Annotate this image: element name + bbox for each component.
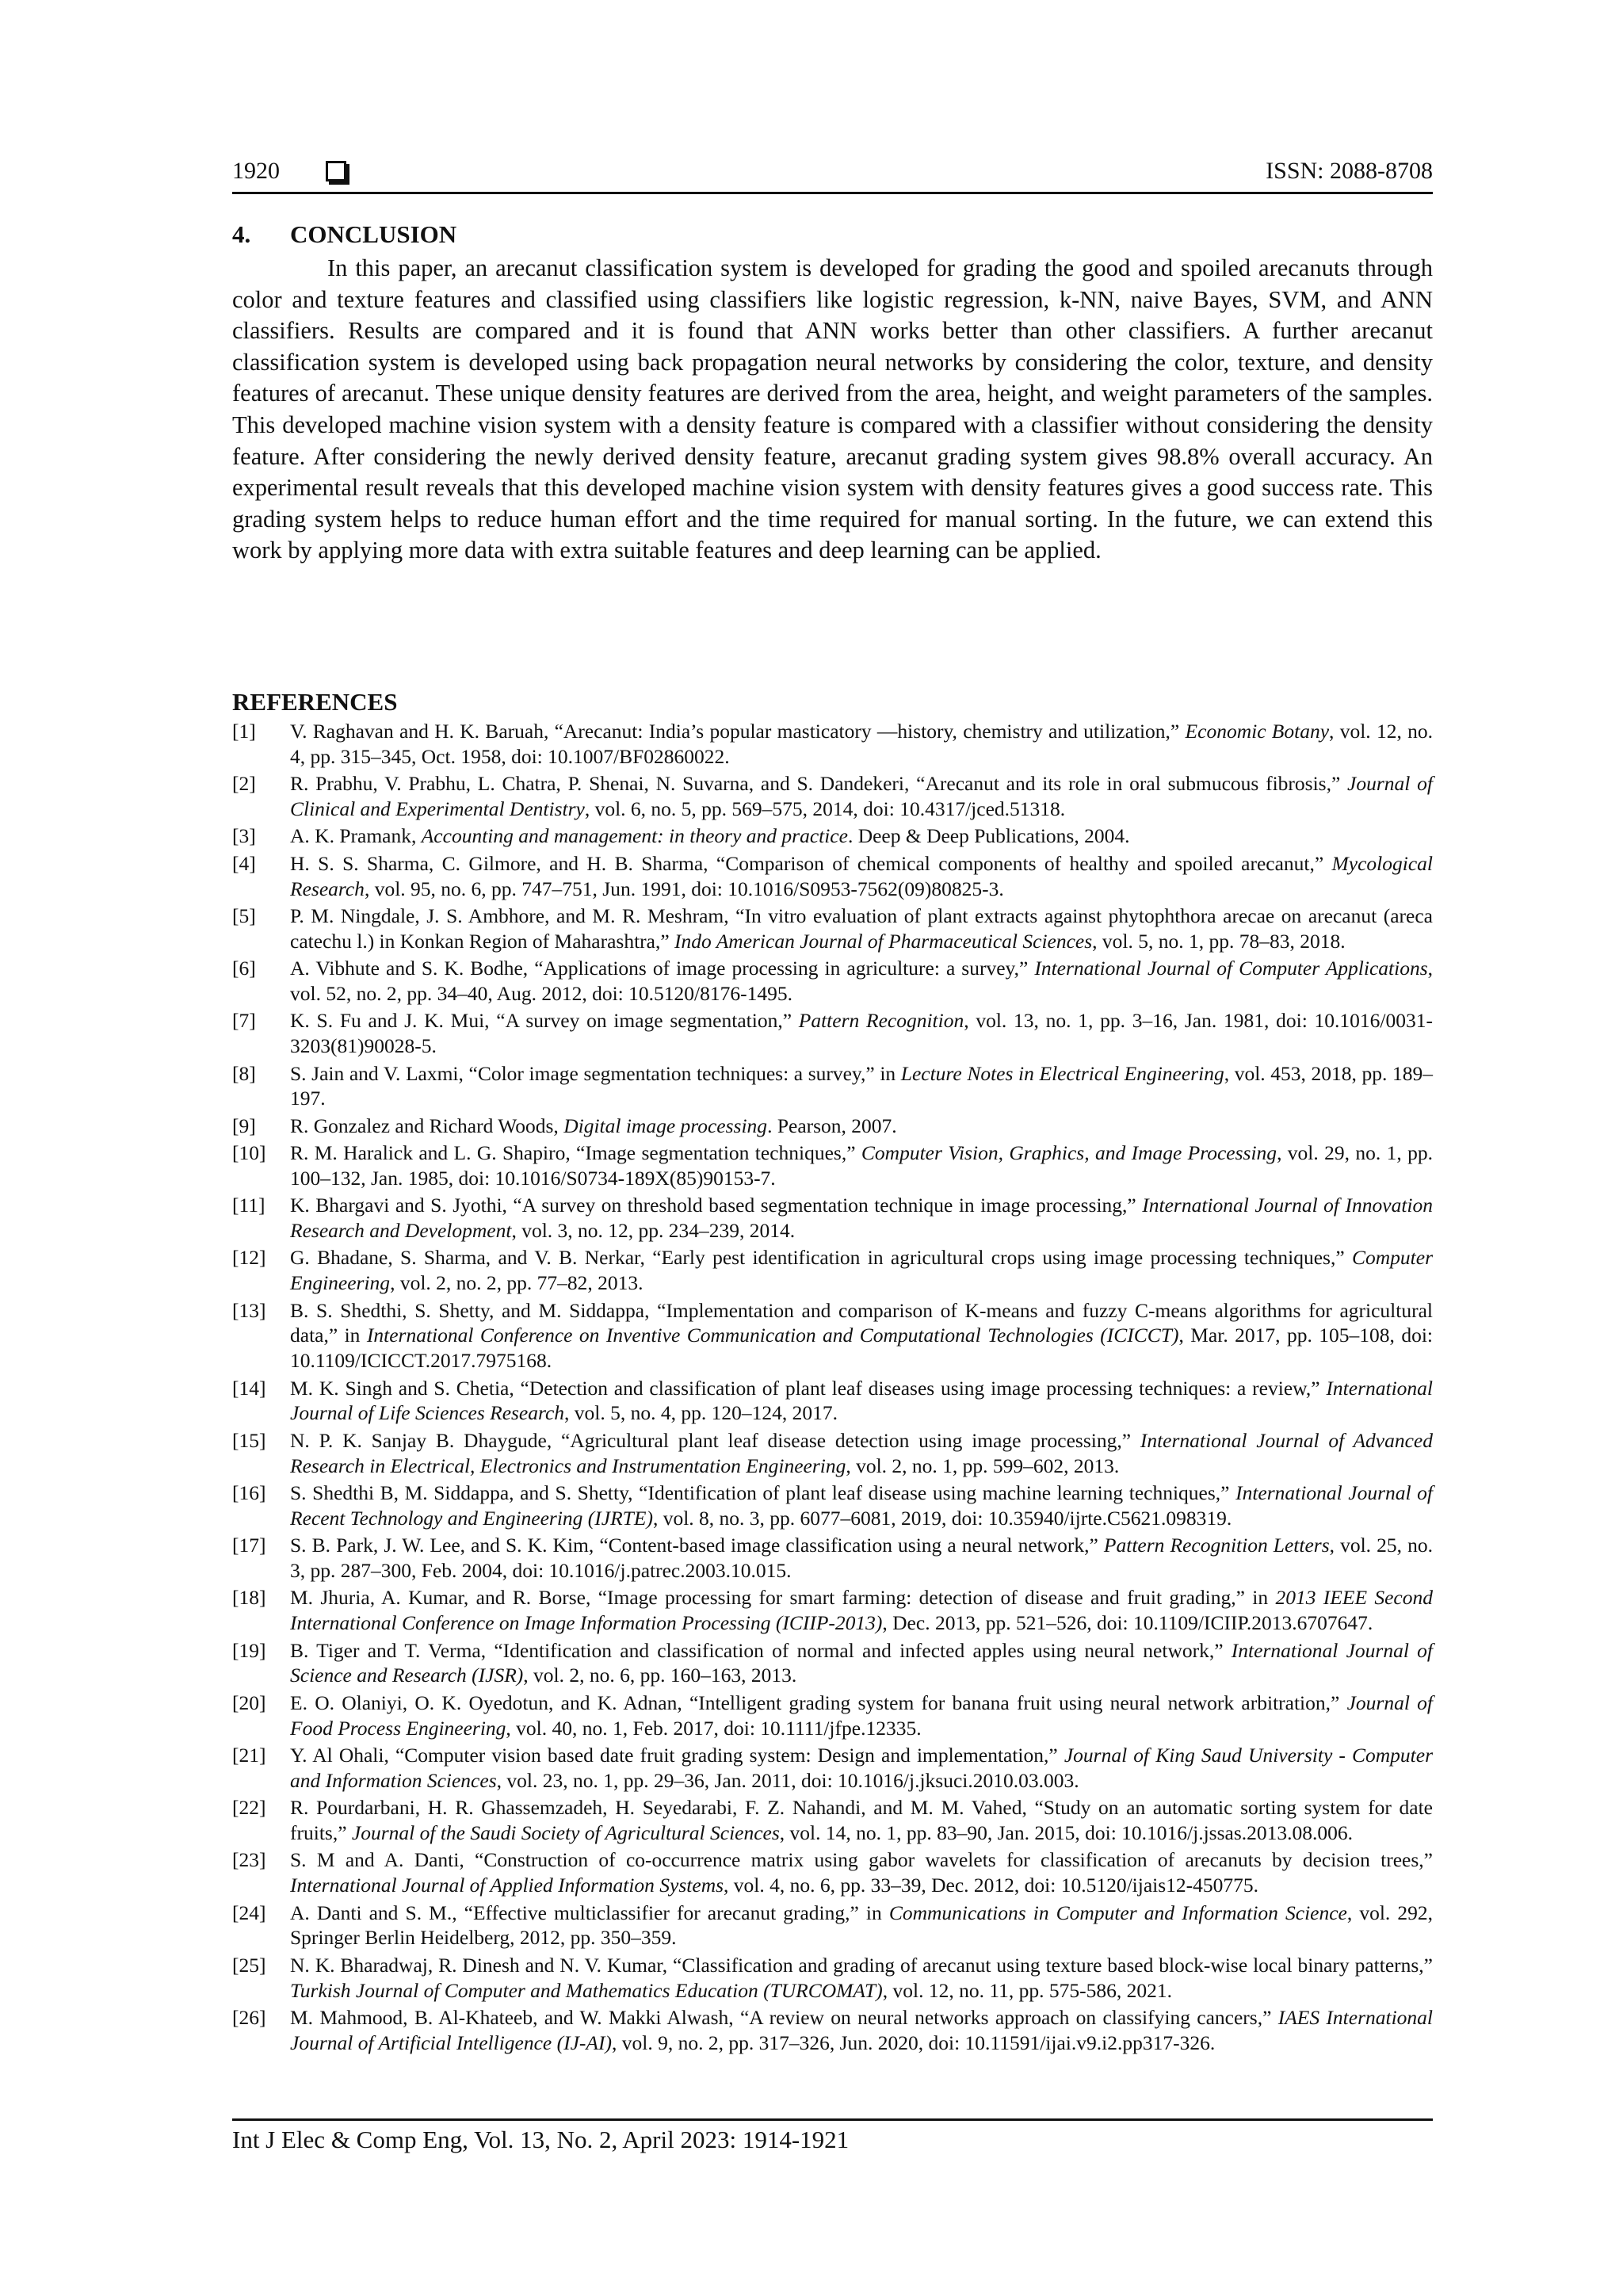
reference-text: N. P. K. Sanjay B. Dhaygude, “Agricultural plant leaf disease detection using image processing,” bbox=[290, 1428, 1140, 1452]
conclusion-text: In this paper, an arecanut classification system is developed for grading the good and spoiled arecanuts through color and texture features and classified using classifiers like logistic regression, k-NN, naive Bayes, SVM, and ANN classifiers. Results are compared and it is found that ANN works better than other classifiers. A further arecanut classification system is developed using back propagation neural networks by considering the color, texture, and density features of arecanut. These unique density features are derived from the area, height, and weight parameters of the samples. This developed machine vision system with a density feature is compared with a classifier without considering the density feature. After considering the newly derived density feature, arecanut grading system gives 98.8% overall accuracy. An experimental result reveals that this developed machine vision system with density features gives a good success rate. This grading system helps to reduce human effort and the time required for manual sorting. In the future, we can extend this work by applying more data with extra suitable features and deep learning can be applied. bbox=[232, 254, 1433, 564]
reference-item bbox=[232, 823, 1433, 849]
reference-number: [17] bbox=[232, 1534, 266, 1557]
footer-citation: Int J Elec & Comp Eng, Vol. 13, No. 2, April 2023: 1914-1921 bbox=[232, 2126, 850, 2153]
reference-text: S. Jain and V. Laxmi, “Color image segmentation techniques: a survey,” in bbox=[290, 1061, 901, 1085]
reference-item bbox=[232, 1480, 1433, 1531]
reference-venue: Digital image processing bbox=[563, 1114, 768, 1137]
reference-number: [23] bbox=[232, 1848, 266, 1872]
reference-text: H. S. S. Sharma, C. Gilmore, and H. B. Sharma, “Comparison of chemical components of healthy and spoiled arecanut,” bbox=[290, 851, 1332, 875]
reference-venue: Pattern Recognition Letters bbox=[1103, 1534, 1330, 1557]
reference-venue: International Journal of Recent Technology and Engineering (IJRTE) bbox=[290, 1481, 1433, 1530]
reference-details: , vol. 12, no. 4, pp. 315–345, Oct. 1958, doi: 10.1007/BF02860022. bbox=[290, 720, 1433, 768]
reference-number: [26] bbox=[232, 2005, 266, 2029]
reference-venue: Lecture Notes in Electrical Engineering bbox=[900, 1061, 1224, 1085]
reference-venue: Pattern Recognition bbox=[798, 1009, 964, 1033]
reference-details: , Dec. 2013, pp. 521–526, doi: 10.1109/ICIIP.2013.6707647. bbox=[882, 1611, 1373, 1635]
reference-venue: 2013 IEEE Second International Conference on Image Information Processing (ICIIP-2013) bbox=[290, 1586, 1433, 1635]
reference-item bbox=[232, 1690, 1433, 1741]
reference-number: [2] bbox=[232, 772, 256, 796]
reference-number: [24] bbox=[232, 1901, 266, 1924]
reference-text: N. K. Bharadwaj, R. Dinesh and N. V. Kumar, “Classification and grading of arecanut using texture based block-wise local binary patterns,” bbox=[290, 1953, 1433, 1977]
reference-details: , vol. 23, no. 1, pp. 29–36, Jan. 2011, doi: 10.1016/j.jksuci.2010.03.003. bbox=[496, 1768, 1079, 1792]
page-header bbox=[232, 155, 1433, 192]
reference-venue: Indo American Journal of Pharmaceutical Sciences bbox=[674, 929, 1093, 953]
reference-number: [25] bbox=[232, 1953, 266, 1977]
reference-details: , vol. 14, no. 1, pp. 83–90, Jan. 2015, doi: 10.1016/j.jssas.2013.08.006. bbox=[779, 1820, 1354, 1844]
references-heading: REFERENCES bbox=[232, 688, 398, 716]
reference-venue: International Journal of Applied Information Systems bbox=[290, 1874, 724, 1897]
reference-details: , vol. 6, no. 5, pp. 569–575, 2014, doi: 10.4317/jced.51318. bbox=[584, 797, 1066, 820]
reference-number: [4] bbox=[232, 851, 256, 875]
reference-venue: Computer Vision, Graphics, and Image Processing bbox=[861, 1141, 1277, 1165]
reference-number: [6] bbox=[232, 957, 256, 980]
reference-number: [19] bbox=[232, 1638, 266, 1662]
reference-item bbox=[232, 1795, 1433, 1846]
reference-venue: Journal of Clinical and Experimental Dentistry bbox=[290, 772, 1433, 820]
reference-venue: Journal of King Saud University - Computer and Information Sciences bbox=[290, 1743, 1433, 1792]
reference-text: G. Bhadane, S. Sharma, and V. B. Nerkar, “Early pest identification in agricultural crops using image processing techniques,” bbox=[290, 1246, 1352, 1270]
reference-details: , vol. 12, no. 11, pp. 575-586, 2021. bbox=[882, 1978, 1172, 2002]
section-heading bbox=[232, 219, 456, 250]
reference-number: [13] bbox=[232, 1298, 266, 1322]
reference-text: A. Vibhute and S. K. Bodhe, “Applications of image processing in agriculture: a survey,” bbox=[290, 957, 1035, 980]
reference-number: [3] bbox=[232, 824, 256, 848]
reference-text: R. M. Haralick and L. G. Shapiro, “Image segmentation techniques,” bbox=[290, 1141, 861, 1165]
reference-number: [15] bbox=[232, 1428, 266, 1452]
reference-number: [5] bbox=[232, 904, 256, 927]
reference-details: , vol. 29, no. 1, pp. 100–132, Jan. 1985, doi: 10.1016/S0734-189X(85)90153-7. bbox=[290, 1141, 1433, 1190]
reference-item bbox=[232, 1953, 1433, 2004]
reference-number: [21] bbox=[232, 1743, 266, 1767]
reference-details: , vol. 5, no. 1, pp. 78–83, 2018. bbox=[1092, 929, 1346, 953]
reference-text: P. M. Ningdale, J. S. Ambhore, and M. R. Meshram, “In vitro evaluation of plant extracts against phytophthora arecae on arecanut (areca catechu l.) in Konkan Region of Maharashtra,” bbox=[290, 904, 1433, 953]
reference-details: , vol. 8, no. 3, pp. 6077–6081, 2019, doi: 10.35940/ijrte.C5621.098319. bbox=[652, 1506, 1232, 1530]
reference-details: , Mar. 2017, pp. 105–108, doi: 10.1109/ICICCT.2017.7975168. bbox=[290, 1324, 1434, 1373]
reference-number: [18] bbox=[232, 1586, 266, 1610]
reference-venue: Accounting and management: in theory and practice bbox=[421, 824, 848, 848]
reference-text: K. Bhargavi and S. Jyothi, “A survey on threshold based segmentation technique in image processing,” bbox=[290, 1194, 1143, 1217]
reference-item bbox=[232, 1061, 1433, 1112]
reference-text: M. Jhuria, A. Kumar, and R. Borse, “Image processing for smart farming: detection of disease and fruit grading,” in bbox=[290, 1586, 1276, 1610]
reference-number: [22] bbox=[232, 1796, 266, 1820]
section-title: CONCLUSION bbox=[290, 220, 457, 248]
reference-item bbox=[232, 2005, 1433, 2056]
reference-text: V. Raghavan and H. K. Baruah, “Arecanut: India’s popular masticatory —history, chemistry and utilization,” bbox=[290, 720, 1186, 743]
reference-number: [8] bbox=[232, 1061, 256, 1085]
reference-item bbox=[232, 1140, 1433, 1191]
reference-item bbox=[232, 719, 1433, 770]
reference-text: K. S. Fu and J. K. Mui, “A survey on image segmentation,” bbox=[290, 1009, 799, 1033]
reference-text: B. S. Shedthi, S. Shetty, and M. Siddappa, “Implementation and comparison of K-means and fuzzy C-means algorithms for agricultural data,” in bbox=[290, 1298, 1433, 1347]
reference-item bbox=[232, 1847, 1433, 1898]
reference-text: E. O. Olaniyi, O. K. Oyedotun, and K. Adnan, “Intelligent grading system for banana fruit using neural network arbitration,” bbox=[290, 1690, 1347, 1714]
reference-details: , vol. 3, no. 12, pp. 234–239, 2014. bbox=[511, 1219, 796, 1243]
reference-text: S. M and A. Danti, “Construction of co-occurrence matrix using gabor wavelets for classification of arecanuts by decision trees,” bbox=[290, 1848, 1433, 1872]
reference-venue: International Conference on Inventive Communication and Computational Technologies (ICICCT) bbox=[366, 1324, 1179, 1347]
reference-item bbox=[232, 1298, 1433, 1373]
reference-details: , vol. 4, no. 6, pp. 33–39, Dec. 2012, doi: 10.5120/ijais12-450775. bbox=[724, 1874, 1259, 1897]
issn-label: ISSN: 2088-8708 bbox=[1266, 158, 1433, 184]
reference-venue: Journal of Food Process Engineering bbox=[290, 1690, 1433, 1740]
reference-details: , vol. 9, no. 2, pp. 317–326, Jun. 2020, doi: 10.11591/ijai.v9.i2.pp317-326. bbox=[611, 2030, 1216, 2054]
reference-text: S. B. Park, J. W. Lee, and S. K. Kim, “Content-based image classification using a neural network,” bbox=[290, 1534, 1104, 1557]
reference-item bbox=[232, 1245, 1433, 1296]
reference-item bbox=[232, 956, 1433, 1007]
section-number: 4. bbox=[232, 220, 251, 248]
reference-details: . Deep & Deep Publications, 2004. bbox=[847, 824, 1130, 848]
reference-item bbox=[232, 851, 1433, 902]
reference-details: , vol. 5, no. 4, pp. 120–124, 2017. bbox=[564, 1401, 838, 1425]
reference-list bbox=[232, 719, 1433, 2057]
reference-venue: Communications in Computer and Information Science bbox=[888, 1901, 1347, 1924]
reference-number: [1] bbox=[232, 720, 256, 743]
reference-item bbox=[232, 904, 1433, 954]
reference-venue: IAES International Journal of Artificial Intelligence (IJ-AI) bbox=[290, 2005, 1433, 2054]
reference-venue: International Journal of Science and Research (IJSR) bbox=[290, 1638, 1434, 1687]
reference-details: , vol. 13, no. 1, pp. 3–16, Jan. 1981, doi: 10.1016/0031-3203(81)90028-5. bbox=[290, 1009, 1433, 1058]
reference-details: , vol. 453, 2018, pp. 189–197. bbox=[290, 1061, 1433, 1110]
square-box-icon bbox=[326, 161, 346, 181]
reference-item bbox=[232, 1901, 1433, 1951]
reference-item bbox=[232, 1114, 1433, 1139]
reference-venue: Journal of the Saudi Society of Agricultural Sciences bbox=[351, 1820, 780, 1844]
reference-text: R. Pourdarbani, H. R. Ghassemzadeh, H. Seyedarabi, F. Z. Nahandi, and M. M. Vahed, “Study on an automatic sorting system for date fruits,” bbox=[290, 1796, 1433, 1844]
reference-text: S. Shedthi B, M. Siddappa, and S. Shetty, “Identification of plant leaf disease using machine learning techniques,” bbox=[290, 1481, 1236, 1505]
reference-details: , vol. 2, no. 6, pp. 160–163, 2013. bbox=[523, 1664, 797, 1687]
reference-item bbox=[232, 771, 1433, 822]
reference-venue: International Journal of Computer Applications bbox=[1034, 957, 1428, 980]
reference-item bbox=[232, 1376, 1433, 1427]
reference-text: A. Danti and S. M., “Effective multiclassifier for arecanut grading,” in bbox=[290, 1901, 889, 1924]
reference-venue: Mycological Research bbox=[290, 851, 1433, 900]
reference-number: [14] bbox=[232, 1376, 266, 1400]
reference-details: . Pearson, 2007. bbox=[767, 1114, 897, 1137]
footer-rule bbox=[232, 2118, 1433, 2121]
reference-text: R. Prabhu, V. Prabhu, L. Chatra, P. Shenai, N. Suvarna, and S. Dandekeri, “Arecanut and its role in oral submucous fibrosis,” bbox=[290, 772, 1348, 796]
page-number: 1920 bbox=[232, 158, 280, 184]
reference-details: , vol. 2, no. 2, pp. 77–82, 2013. bbox=[390, 1271, 643, 1295]
reference-number: [7] bbox=[232, 1009, 256, 1033]
reference-number: [12] bbox=[232, 1246, 266, 1270]
reference-number: [9] bbox=[232, 1114, 256, 1137]
reference-venue: Economic Botany bbox=[1185, 720, 1330, 743]
reference-item bbox=[232, 1008, 1433, 1059]
reference-venue: Computer Engineering bbox=[290, 1246, 1433, 1295]
reference-details: , vol. 25, no. 3, pp. 287–300, Feb. 2004, doi: 10.1016/j.patrec.2003.10.015. bbox=[290, 1534, 1433, 1582]
reference-details: , vol. 52, no. 2, pp. 34–40, Aug. 2012, doi: 10.5120/8176-1495. bbox=[290, 957, 1433, 1005]
reference-item bbox=[232, 1193, 1433, 1244]
reference-item bbox=[232, 1638, 1433, 1689]
header-rule bbox=[232, 192, 1433, 194]
reference-item bbox=[232, 1585, 1433, 1636]
reference-details: , vol. 292, Springer Berlin Heidelberg, 2012, pp. 350–359. bbox=[290, 1901, 1433, 1950]
reference-details: , vol. 40, no. 1, Feb. 2017, doi: 10.1111/jfpe.12335. bbox=[506, 1716, 922, 1740]
reference-venue: International Journal of Advanced Research in Electrical, Electronics and Instrumentation Engineering bbox=[290, 1428, 1434, 1477]
reference-venue: International Journal of Life Sciences Research bbox=[290, 1376, 1433, 1425]
reference-text: M. Mahmood, B. Al-Khateeb, and W. Makki Alwash, “A review on neural networks approach on classifying cancers,” bbox=[290, 2005, 1278, 2029]
reference-text: B. Tiger and T. Verma, “Identification and classification of normal and infected apples using neural network,” bbox=[290, 1638, 1232, 1662]
reference-text: R. Gonzalez and Richard Woods, bbox=[290, 1114, 564, 1137]
reference-item bbox=[232, 1428, 1433, 1479]
reference-text: A. K. Pramank, bbox=[290, 824, 422, 848]
reference-details: , vol. 2, no. 1, pp. 599–602, 2013. bbox=[846, 1454, 1120, 1477]
reference-number: [16] bbox=[232, 1481, 266, 1505]
reference-text: M. K. Singh and S. Chetia, “Detection and classification of plant leaf diseases using image processing techniques: a review,” bbox=[290, 1376, 1327, 1400]
reference-item bbox=[232, 1743, 1433, 1794]
reference-item bbox=[232, 1533, 1433, 1584]
reference-text: Y. Al Ohali, “Computer vision based date fruit grading system: Design and implementation,” bbox=[290, 1743, 1064, 1767]
reference-number: [10] bbox=[232, 1141, 266, 1165]
reference-number: [20] bbox=[232, 1690, 266, 1714]
reference-venue: International Journal of Innovation Research and Development bbox=[290, 1194, 1433, 1243]
conclusion-paragraph bbox=[232, 253, 1433, 567]
reference-number: [11] bbox=[232, 1194, 265, 1217]
reference-details: , vol. 95, no. 6, pp. 747–751, Jun. 1991, doi: 10.1016/S0953-7562(09)80825-3. bbox=[364, 877, 1004, 900]
reference-venue: Turkish Journal of Computer and Mathematics Education (TURCOMAT) bbox=[290, 1978, 883, 2002]
